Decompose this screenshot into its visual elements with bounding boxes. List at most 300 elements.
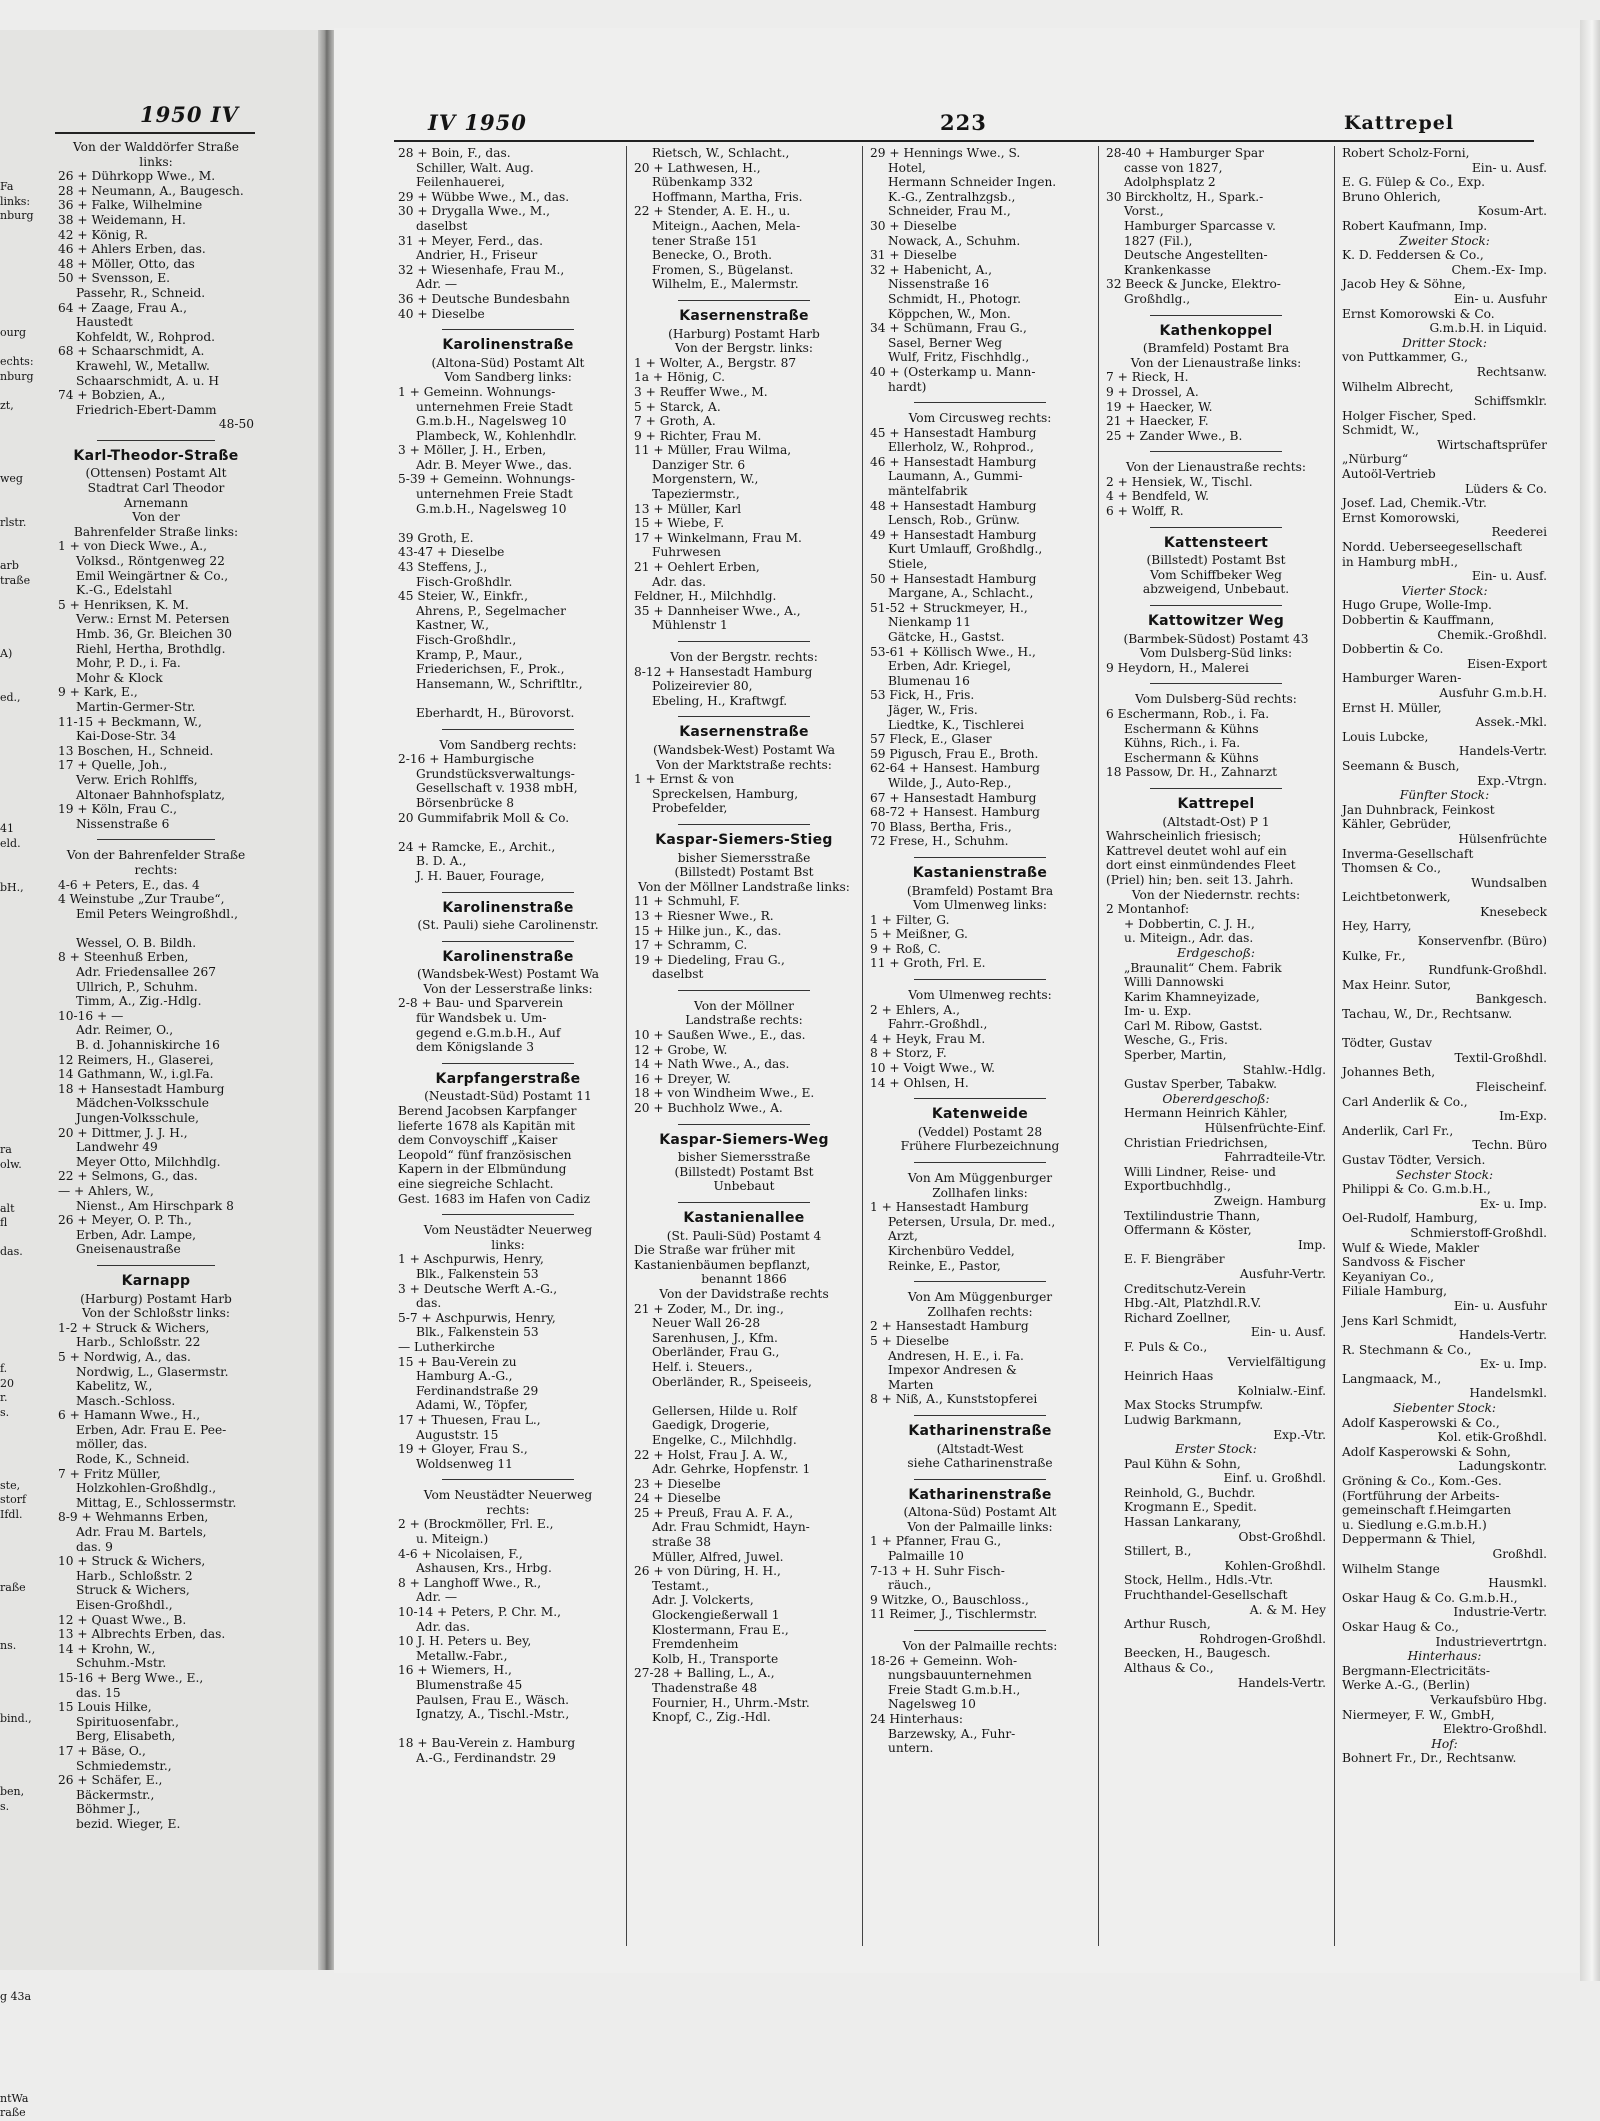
directory-line: Zweiter Stock: — [1399, 233, 1490, 248]
directory-line: Vom Sandberg rechts: — [439, 737, 577, 752]
directory-line: Hmb. 36, Gr. Bleichen 30 — [76, 627, 233, 641]
directory-line: 15 + Wiebe, F. — [634, 516, 725, 531]
directory-line: 17 + Bäse, O., — [58, 1743, 146, 1758]
directory-line: 46 + Ahlers Erben, das. — [58, 242, 206, 257]
directory-line: 18 Passow, Dr. H., Zahnarzt — [1106, 765, 1277, 780]
directory-line: rechts: — [486, 1502, 530, 1517]
directory-line: 26 + Schäfer, E., — [58, 1773, 163, 1788]
directory-line: Martin-Germer-Str. — [76, 699, 196, 714]
directory-line: 25 + Zander Wwe., B. — [1106, 428, 1243, 443]
directory-line: Barzewsky, A., Fuhr- — [888, 1726, 1016, 1741]
directory-line: Assek.-Mkl. — [1475, 715, 1547, 730]
directory-line: Ahrens, P., Segelmacher — [416, 603, 566, 618]
directory-line: Ladungskontr. — [1458, 1459, 1547, 1474]
directory-line: Deppermann & Thiel, — [1342, 1532, 1476, 1547]
directory-line: Marten — [888, 1377, 934, 1392]
directory-line: 5-7 + Aschpurwis, Henry, — [398, 1310, 556, 1325]
directory-line: Stadtrat Carl Theodor — [87, 481, 225, 496]
directory-line: 43 Steffens, J., — [398, 560, 488, 575]
edge-fragment — [0, 924, 50, 939]
edge-fragment: ntWa — [0, 2091, 29, 2105]
directory-line: nungsbauunternehmen — [888, 1668, 1032, 1683]
directory-line: bisher Siemersstraße — [677, 850, 811, 865]
directory-line: Beecken, H., Baugesch. — [1124, 1646, 1271, 1661]
edge-fragment: ste, — [0, 1478, 21, 1492]
directory-line: Margane, A., Schlacht., — [888, 586, 1034, 601]
edge-fragment — [0, 808, 50, 823]
directory-line: Krogmann E., Spedit. — [1124, 1500, 1257, 1515]
directory-line: 7 + Fritz Müller, — [58, 1466, 161, 1481]
directory-line: Wilhelm Stange — [1342, 1561, 1440, 1576]
directory-line: 4-6 + Nicolaisen, F., — [398, 1546, 523, 1561]
directory-line: 1 + von Dieck Wwe., A., — [58, 539, 207, 554]
edge-fragment — [0, 793, 50, 808]
directory-line: hardt) — [888, 379, 927, 394]
directory-line: Landwehr 49 — [76, 1140, 158, 1155]
column-divider — [862, 146, 863, 1946]
section-divider — [914, 1415, 1046, 1416]
street-heading: Kasernenstraße — [679, 724, 809, 741]
directory-line: 51-52 + Struckmeyer, H., — [870, 600, 1028, 615]
directory-line: bezid. Wieger, E. — [76, 1816, 181, 1831]
directory-line: Hansemann, W., Schriftltr., — [416, 676, 583, 691]
directory-line: Stahlw.-Hdlg. — [1242, 1062, 1326, 1077]
section-divider — [678, 641, 810, 642]
directory-line: 2 Montanhof: — [1106, 902, 1190, 917]
directory-line: Ashausen, Krs., Hrbg. — [416, 1561, 552, 1576]
directory-line: 1 + Filter, G. — [870, 912, 950, 927]
directory-line: Kattrevel deutet wohl auf ein — [1106, 843, 1287, 858]
directory-line: R. Stechmann & Co., — [1342, 1342, 1472, 1357]
directory-line: 6 Eschermann, Rob., i. Fa. — [1106, 707, 1270, 721]
edge-fragment — [0, 1523, 50, 1538]
directory-line: 14 + Krohn, W., — [58, 1641, 156, 1656]
directory-line: 32 + Wiesenhafe, Frau M., — [398, 262, 565, 277]
directory-line: (Billstedt) Postamt Bst — [674, 865, 814, 880]
edge-fragment — [0, 1275, 50, 1290]
column-divider — [1098, 146, 1099, 1946]
directory-line: Verw. Erich Rohlffs, — [76, 772, 198, 787]
directory-line: K.-G., Zentralhzgsb., — [888, 189, 1016, 204]
edge-fragment — [0, 603, 50, 618]
directory-line: 11-15 + Beckmann, W., — [58, 714, 202, 729]
directory-line: das. — [416, 1296, 442, 1311]
directory-line: Dobbertin & Co. — [1342, 642, 1444, 657]
directory-line: 7-13 + H. Suhr Fisch- — [870, 1563, 1005, 1578]
directory-line: Von der Davidstraße rechts — [659, 1286, 829, 1301]
directory-line: Kramp, P., Maur., — [416, 647, 523, 662]
street-heading: Kattowitzer Weg — [1147, 613, 1285, 630]
edge-fragment: raße — [0, 2106, 26, 2120]
street-heading: Kastanienstraße — [912, 864, 1048, 881]
section-divider — [914, 402, 1046, 403]
directory-line: Kosum-Art. — [1477, 204, 1547, 219]
column-5 — [1342, 146, 1547, 1946]
directory-line: Großhdl. — [1492, 1547, 1547, 1561]
directory-line: Exp.-Vtr. — [1273, 1427, 1326, 1442]
edge-fragment — [0, 895, 50, 910]
directory-line: Glockengießerwall 1 — [652, 1608, 780, 1623]
directory-line: 5 + Dieselbe — [870, 1333, 949, 1348]
directory-line: Von der — [132, 510, 180, 525]
left-page-header: 1950 IV — [140, 102, 239, 127]
directory-line: Inverma-Gesellschaft — [1342, 846, 1474, 861]
directory-line: 6 + Wolff, R. — [1106, 504, 1184, 519]
directory-line: 74 + Bobzien, A., — [58, 388, 166, 403]
directory-line: unternehmen Freie Stadt — [416, 399, 573, 414]
directory-line: Autoöl-Vertrieb — [1342, 467, 1436, 482]
directory-line: Max Stocks Strumpfw. — [1124, 1398, 1264, 1413]
directory-line: u. Siedlung e.G.m.b.H.) — [1342, 1517, 1487, 1532]
directory-line: Gätcke, H., Gastst. — [888, 630, 1005, 644]
directory-line: Verw.: Ernst M. Petersen — [76, 612, 230, 627]
directory-line: Gest. 1683 im Hafen von Cadiz — [398, 1191, 591, 1206]
directory-line: Reinke, E., Pastor, — [888, 1258, 1001, 1273]
edge-fragment — [0, 1318, 50, 1333]
directory-line: (Altstadt-West — [936, 1441, 1024, 1456]
edge-fragment — [0, 1654, 50, 1669]
directory-line: Jungen-Volksschule, — [76, 1111, 199, 1125]
directory-line: Kolb, H., Transporte — [652, 1651, 779, 1666]
directory-line: Schaarschmidt, A. u. H — [76, 373, 219, 388]
directory-line: 2 + Hansestadt Hamburg — [870, 1319, 1029, 1334]
edge-fragment — [0, 910, 50, 925]
edge-fragment — [0, 1917, 50, 1932]
directory-line: Hülsenfrüchte — [1458, 831, 1547, 846]
edge-fragment: raße — [0, 1581, 26, 1594]
directory-line: Adolf Kasperowski & Co., — [1342, 1415, 1500, 1430]
directory-line: 17 + Thuesen, Frau L., — [398, 1412, 541, 1427]
edge-fragment — [0, 1931, 50, 1946]
section-divider — [914, 1630, 1046, 1631]
directory-line: 48 + Hansestadt Hamburg — [870, 498, 1037, 513]
street-heading: Kaspar-Siemers-Stieg — [655, 831, 833, 848]
directory-line: Von der Möllner Landstraße links: — [638, 879, 850, 894]
directory-line: E. G. Fülep & Co., Exp. — [1342, 175, 1486, 190]
directory-line: Ausfuhr G.m.b.H. — [1439, 685, 1547, 700]
edge-fragment: olw. — [0, 1157, 22, 1171]
directory-line: Ein- u. Ausf. — [1471, 569, 1547, 584]
directory-line: Erben, Adr. Kriegel, — [888, 659, 1011, 674]
directory-line: 16 + Wiemers, H., — [398, 1663, 512, 1678]
directory-line: 15-16 + Berg Wwe., E., — [58, 1670, 204, 1685]
directory-line: Eisen-Großhdl., — [76, 1598, 173, 1612]
directory-line: Leopold“ fünf französischen — [398, 1147, 572, 1162]
directory-line: 9 + Roß, C. — [870, 941, 941, 956]
directory-line: eine siegreiche Schlacht. — [398, 1177, 554, 1191]
directory-line: Von der Schloßstr links: — [81, 1306, 231, 1321]
directory-line: Hotel, — [888, 160, 926, 175]
directory-line: Ferdinandstraße 29 — [416, 1383, 539, 1398]
directory-line: Christian Friedrichsen, — [1124, 1135, 1268, 1150]
edge-fragment — [0, 1858, 50, 1873]
directory-line: Kähler, Gebrüder, — [1342, 817, 1452, 832]
edge-fragment — [0, 2019, 50, 2034]
directory-line: Wesche, G., Fris. — [1124, 1033, 1228, 1048]
directory-line: Siebenter Stock: — [1392, 1401, 1497, 1416]
edge-fragment — [0, 268, 50, 283]
directory-line: Vom Sandberg links: — [444, 370, 572, 385]
directory-line: Berg, Elisabeth, — [76, 1729, 176, 1744]
directory-line: casse von 1827, — [1124, 160, 1223, 175]
directory-line: 18 + von Windheim Wwe., E. — [634, 1086, 815, 1101]
directory-line: Tapeziermstr., — [652, 487, 740, 502]
edge-fragment — [0, 1887, 50, 1902]
directory-line — [398, 1722, 618, 1737]
directory-line: Kastanienbäumen bepflanzt, — [634, 1257, 811, 1272]
directory-line: Oskar Haug & Co. G.m.b.H., — [1342, 1590, 1518, 1605]
directory-line: Wirtschaftsprüfer — [1437, 437, 1547, 452]
page-edge — [1580, 20, 1600, 1981]
directory-line: 15 + Bau-Verein zu — [398, 1354, 517, 1369]
directory-line: Reinhold, G., Buchdr. — [1124, 1485, 1256, 1500]
directory-line: Bohnert Fr., Dr., Rechtsanw. — [1342, 1751, 1517, 1766]
directory-line: 24 + Ramcke, E., Archit., — [398, 839, 556, 854]
directory-line: Hülsenfrüchte-Einf. — [1204, 1121, 1326, 1136]
edge-fragment: ra — [0, 1143, 12, 1157]
directory-line: 8 + Storz, F. — [870, 1046, 947, 1061]
section-divider — [914, 979, 1046, 980]
directory-line: Louis Lubcke, — [1342, 729, 1429, 744]
edge-fragment — [0, 1348, 50, 1363]
directory-line: Richard Zoellner, — [1124, 1310, 1231, 1325]
directory-line: Arzt, — [888, 1229, 918, 1244]
directory-line: K.-G., Edelstahl — [76, 583, 172, 598]
directory-line: Hermann Schneider Ingen. — [888, 175, 1057, 190]
directory-line: K. D. Feddersen & Co., — [1342, 248, 1484, 263]
section-divider — [1150, 527, 1282, 528]
directory-line: 26 + Dührkopp Wwe., M. — [58, 169, 216, 184]
directory-line: 36 + Falke, Wilhelmine — [58, 198, 203, 213]
directory-line: Carl Anderlik & Co., — [1342, 1094, 1468, 1109]
edge-fragment: g 43a — [0, 1989, 32, 2003]
directory-line: Oberländer, R., Speiseeis, — [652, 1374, 812, 1389]
edge-fragment — [0, 1610, 50, 1625]
directory-line: Adr. J. Volckerts, — [652, 1593, 754, 1608]
directory-line: 19 + Diedeling, Frau G., — [634, 952, 785, 967]
street-heading: Katharinenstraße — [908, 1422, 1052, 1439]
directory-line: 24 + Dieselbe — [634, 1491, 721, 1506]
directory-line: Kohfeldt, W., Rohprod. — [76, 329, 216, 344]
directory-line: 2-16 + Hamburgische — [398, 752, 535, 767]
section-divider — [97, 440, 215, 441]
edge-fragment: ns. — [0, 1639, 17, 1653]
directory-line: — Lutherkirche — [398, 1339, 495, 1354]
directory-line: Gaedigk, Drogerie, — [652, 1418, 770, 1433]
directory-line: Mohr & Klock — [76, 670, 163, 685]
edge-fragment: storf — [0, 1493, 27, 1507]
edge-fragment — [0, 1683, 50, 1698]
edge-fragment: ben, — [0, 1785, 25, 1799]
directory-line — [398, 825, 618, 840]
directory-line: Wundsalben — [1471, 875, 1547, 890]
directory-line: Müller, Alfred, Juwel. — [652, 1549, 784, 1564]
edge-fragment — [0, 457, 50, 472]
directory-line: Hey, Harry, — [1342, 919, 1412, 934]
directory-line: 68 + Schaarschmidt, A. — [58, 344, 205, 359]
directory-line: — + Ahlers, W., — [58, 1183, 154, 1198]
right-page-year: IV 1950 — [428, 110, 527, 135]
directory-line: 7 + Groth, A. — [634, 414, 716, 429]
directory-line: Blumenau 16 — [888, 673, 970, 688]
directory-line: Keyaniyan Co., — [1342, 1269, 1434, 1284]
directory-line: dem Convoyschiff „Kaiser — [398, 1133, 558, 1148]
directory-line: Ein- u. Ausf. — [1250, 1325, 1326, 1340]
directory-line: Krawehl, W., Metallw. — [76, 358, 210, 373]
edge-fragment — [0, 414, 50, 429]
directory-line: 32 Beeck & Juncke, Elektro- — [1106, 277, 1281, 292]
edge-fragment: das. — [0, 1245, 23, 1259]
edge-fragment — [0, 1114, 50, 1129]
directory-line: Hinterhaus: — [1407, 1649, 1482, 1664]
edge-fragment: Fa — [0, 180, 14, 193]
directory-line: 1 + Wolter, A., Bergstr. 87 — [634, 355, 797, 370]
directory-line: dem Königslande 3 — [416, 1040, 535, 1055]
directory-line: „Nürburg“ — [1342, 452, 1409, 467]
edge-fragment — [0, 1056, 50, 1071]
left-column — [58, 140, 254, 1832]
directory-line: (St. Pauli-Süd) Postamt 4 — [666, 1228, 822, 1243]
directory-line: Unbebaut — [713, 1179, 775, 1194]
directory-line: 27-28 + Balling, L., A., — [634, 1666, 775, 1681]
directory-line: 5 + Starck, A. — [634, 399, 721, 414]
directory-line: G.m.b.H. in Liquid. — [1429, 321, 1547, 336]
directory-line: Rohdrogen-Großhdl. — [1199, 1631, 1326, 1646]
directory-line: (Harburg) Postamt Harb — [668, 326, 820, 341]
directory-line: Auguststr. 15 — [416, 1427, 499, 1442]
directory-line: F. Puls & Co., — [1124, 1339, 1208, 1354]
directory-line: 26 + von Düring, H. H., — [634, 1564, 781, 1579]
edge-fragment — [0, 1129, 50, 1144]
directory-line: A. & M. Hey — [1249, 1602, 1326, 1617]
directory-line: 4 + Heyk, Frau M. — [870, 1031, 986, 1046]
directory-line: Vierter Stock: — [1401, 583, 1488, 598]
edge-fragment — [0, 939, 50, 954]
directory-line: Willi Lindner, Reise- und — [1124, 1164, 1276, 1179]
directory-line: Fromen, S., Bügelanst. — [652, 262, 794, 277]
directory-line: Fournier, H., Uhrm.-Mstr. — [652, 1695, 810, 1710]
directory-line: Stiele, — [888, 557, 928, 572]
directory-line: 64 + Zaage, Frau A., — [58, 300, 188, 315]
section-divider — [678, 300, 810, 301]
directory-line: Von der Niedernstr. rechts: — [1131, 887, 1301, 902]
directory-line: 25 + Preuß, Frau A. F. A., — [634, 1505, 794, 1520]
directory-line: Nissenstraße 6 — [76, 816, 170, 831]
directory-line: von Puttkammer, G., — [1342, 350, 1469, 365]
directory-line: Harb., Schloßstr. 2 — [76, 1568, 193, 1583]
edge-fragment — [0, 1041, 50, 1056]
directory-line: Mühlenstr 1 — [652, 618, 728, 633]
edge-fragment — [0, 1012, 50, 1027]
directory-line: Adr. das. — [652, 574, 707, 589]
directory-line: Von Am Müggenburger — [907, 1171, 1053, 1185]
section-divider — [97, 1265, 215, 1266]
directory-line: Stillert, B., — [1124, 1544, 1192, 1559]
directory-line: Lüders & Co. — [1465, 481, 1547, 496]
edge-fragment — [0, 1420, 50, 1435]
directory-line: Sarenhusen, J., Kfm. — [652, 1330, 778, 1345]
edge-fragment — [0, 720, 50, 735]
directory-line: Fruchthandel-Gesellschaft — [1124, 1588, 1288, 1603]
directory-line: Karim Khamneyizade, — [1124, 989, 1260, 1004]
directory-line: Von der Möllner — [694, 998, 794, 1013]
edge-fragment — [0, 1669, 50, 1684]
directory-line: Dobbertin & Kauffmann, — [1342, 613, 1495, 627]
directory-line: links: — [491, 1237, 525, 1252]
edge-fragment: weg — [0, 471, 23, 485]
directory-line: Stock, Hellm., Hdls.-Vtr. — [1124, 1573, 1274, 1588]
directory-line — [58, 921, 254, 936]
directory-line: Obererdgeschoß: — [1162, 1091, 1270, 1106]
directory-line: Josef. Lad, Chemik.-Vtr. — [1342, 496, 1487, 511]
directory-line: 28-40 + Hamburger Spar — [1106, 146, 1264, 160]
directory-line: 35 + Dannheiser Wwe., A., — [634, 603, 801, 618]
directory-line: gemeinschaft f.Heimgarten — [1342, 1503, 1512, 1518]
edge-fragment — [0, 1844, 50, 1859]
directory-line: Nienst., Am Hirschpark 8 — [76, 1198, 234, 1213]
directory-line: Handels-Vertr. — [1237, 1675, 1326, 1690]
directory-line: Oskar Haug & Co., — [1342, 1619, 1459, 1634]
directory-line: 53 Fick, H., Fris. — [870, 688, 975, 703]
directory-line: 9 + Richter, Frau M. — [634, 428, 762, 443]
directory-line: Arthur Rusch, — [1124, 1617, 1211, 1632]
directory-line: Adr. Gehrke, Hopfenstr. 1 — [652, 1462, 811, 1477]
edge-fragment — [0, 384, 50, 399]
directory-line: Adolphsplatz 2 — [1124, 175, 1216, 190]
directory-line: Fleischeinf. — [1475, 1080, 1547, 1094]
section-divider — [678, 990, 810, 991]
directory-line: Landstraße rechts: — [685, 1013, 803, 1028]
directory-line: Nissenstraße 16 — [888, 277, 990, 292]
directory-line: Fremdenheim — [652, 1637, 739, 1652]
directory-line: Jens Karl Schmidt, — [1342, 1313, 1458, 1328]
directory-line: 21 + Haecker, F. — [1106, 414, 1209, 429]
directory-line: Vorst., — [1124, 204, 1164, 219]
column-3 — [870, 146, 1090, 1946]
edge-fragment — [0, 1975, 50, 1990]
directory-line: Rübenkamp 332 — [652, 175, 754, 190]
edge-fragment: ourg — [0, 325, 27, 339]
directory-line: Großhdlg., — [1124, 291, 1191, 306]
directory-line: 8-12 + Hansestadt Hamburg — [634, 664, 813, 679]
directory-line: Metallw.-Fabr., — [416, 1648, 508, 1663]
directory-line: 32 + Habenicht, A., — [870, 262, 992, 277]
edge-fragment — [0, 1552, 50, 1567]
section-divider — [1150, 315, 1282, 316]
directory-line: 7 + Rieck, H. — [1106, 370, 1189, 385]
directory-line: A.-G., Ferdinandstr. 29 — [416, 1750, 556, 1765]
edge-fragment — [0, 1333, 50, 1348]
directory-line: Niermeyer, F. W., GmbH, — [1342, 1707, 1495, 1722]
directory-line: Handels-Vertr. — [1458, 1328, 1547, 1343]
directory-line: 22 + Stender, A. E. H., u. — [634, 204, 791, 219]
directory-line: Andresen, H. E., i. Fa. — [888, 1348, 1024, 1363]
directory-line: Zweign. Hamburg — [1213, 1194, 1326, 1208]
edge-fragment: traße — [0, 574, 31, 588]
directory-line: untern. — [888, 1741, 934, 1756]
running-head: Kattrepel — [1344, 112, 1455, 134]
directory-line: Ullrich, P., Schuhm. — [76, 979, 198, 994]
directory-line: Blumenstraße 45 — [416, 1678, 523, 1692]
directory-line: 12 + Quast Wwe., B. — [58, 1612, 187, 1627]
directory-line: lieferte 1678 als Kapitän mit — [398, 1118, 576, 1133]
directory-line: (Billstedt) Postamt Bst — [674, 1164, 814, 1179]
directory-line: 10-14 + Peters, P. Chr. M., — [398, 1605, 562, 1620]
directory-line: Frühere Flurbezeichnung — [900, 1139, 1060, 1154]
directory-line: 19 + Haecker, W. — [1106, 399, 1213, 414]
directory-line: 42 + König, R. — [58, 227, 148, 242]
directory-line: Andrier, H., Friseur — [416, 248, 538, 263]
